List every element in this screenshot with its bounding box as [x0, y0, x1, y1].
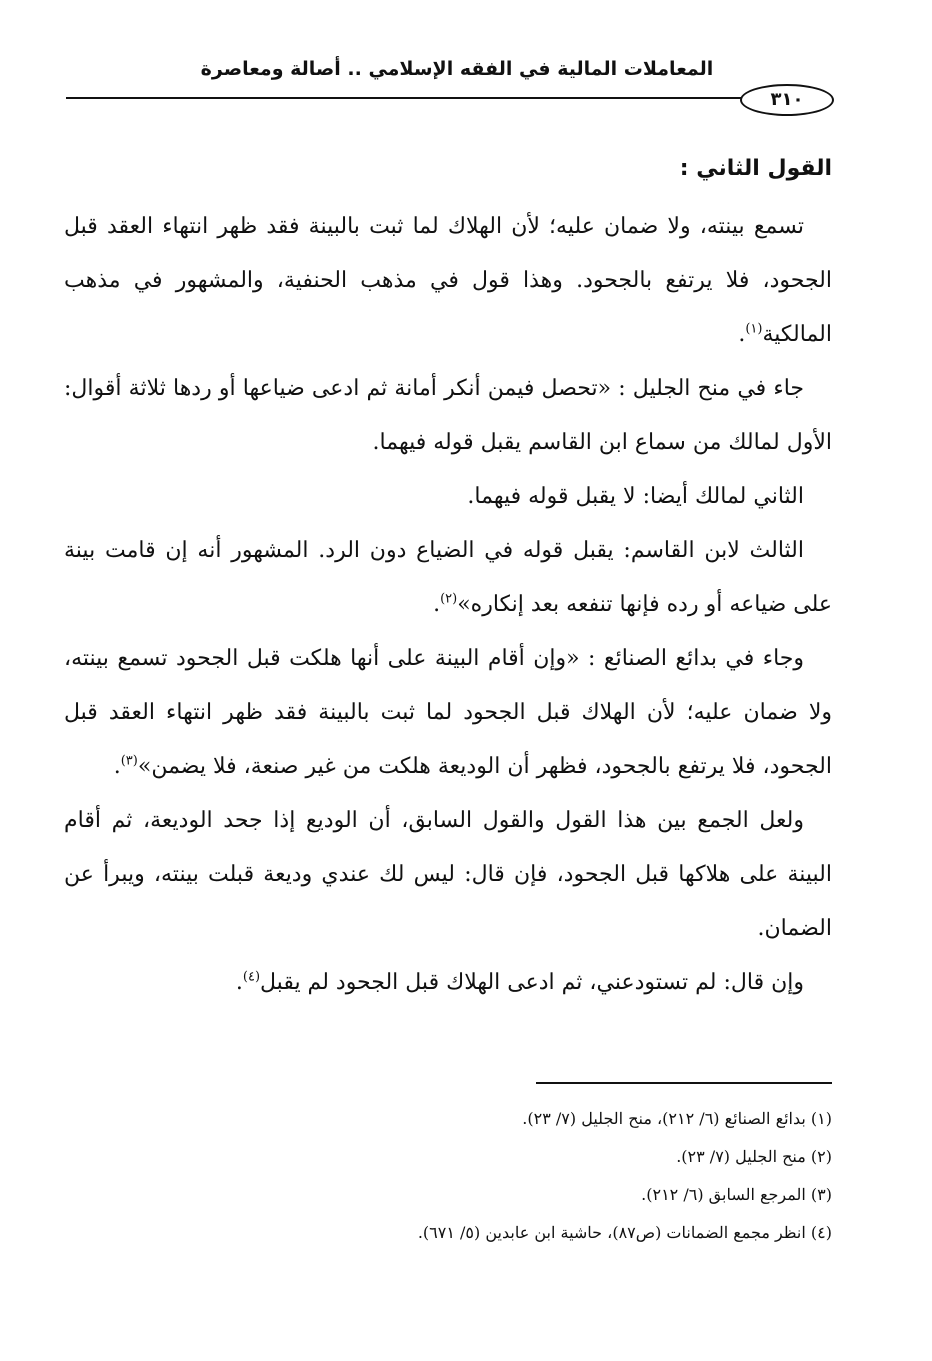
footnote-ref: (٣): [120, 753, 138, 769]
footnote-ref: (٢): [440, 591, 458, 607]
paragraph: [64, 632, 832, 794]
footnote-ref: (١): [745, 321, 763, 337]
paragraph: جاء في منح الجليل : «تحصل فيمن أنكر أمانة ثم ادعى ضياعها أو ردها ثلاثة أقوال: الأول لمالك من سماع ابن القاسم يقبل قوله فيهما.: [64, 376, 832, 455]
paragraph-end: .: [113, 754, 121, 779]
footnotes: [64, 1100, 832, 1252]
paragraph: الثاني لمالك أيضا: لا يقبل قوله فيهما.: [467, 484, 804, 509]
paragraph-text: وجاء في بدائع الصنائع : «وإن أقام البينة على أنها هلكت قبل الجحود تسمع بينته، ولا ضمان عليه؛ لأن الهلاك قبل الجحود لما ثبت بالبينة فقد ظهر انتهاء العقد قبل الجحود، فلا يرتفع بالجحود، فظهر أن الوديعة هلكت من غير صنعة، فلا يضمن»: [64, 646, 832, 779]
paragraph: ولعل الجمع بين هذا القول والقول السابق، أن الوديع إذا جحد الوديعة، ثم أقام البينة على هلاكها قبل الجحود، فإن قال: ليس لك عندي وديعة قبلت بينته، ويبرأ عن الضمان.: [64, 808, 832, 941]
paragraph: [64, 524, 832, 632]
paragraph: [64, 956, 832, 1010]
section-heading: القول الثاني :: [679, 156, 832, 181]
paragraph-end: .: [738, 322, 746, 347]
footnote-separator: [536, 1082, 832, 1084]
footnote: (٤) انظر مجمع الضمانات (ص٨٧)، حاشية ابن عابدين (٥/ ٦٧١).: [417, 1223, 832, 1242]
paragraph: [64, 200, 832, 362]
footnote: (١) بدائع الصنائع (٦/ ٢١٢)، منح الجليل (٧/ ٢٣).: [522, 1109, 832, 1128]
paragraph-end: .: [433, 592, 441, 617]
footnote: (٣) المرجع السابق (٦/ ٢١٢).: [641, 1185, 832, 1204]
page-number-badge: ٣١٠: [740, 84, 834, 116]
footnote-ref: (٤): [242, 969, 261, 985]
paragraph-text: الثالث لابن القاسم: يقبل قوله في الضياع دون الرد. المشهور أنه إن قامت بينة على ضياعه أو رده فإنها تنفعه بعد إنكاره»: [64, 538, 832, 617]
main-text: [64, 142, 832, 1010]
paragraph-text: وإن قال: لم تستودعني، ثم ادعى الهلاك قبل الجحود لم يقبل: [260, 970, 804, 995]
paragraph-end: .: [235, 970, 243, 995]
header-rule: [66, 97, 828, 99]
running-header-title: المعاملات المالية في الفقه الإسلامي .. أصالة ومعاصرة: [200, 58, 714, 80]
paragraph-text: تسمع بينته، ولا ضمان عليه؛ لأن الهلاك لما ثبت بالبينة فقد ظهر انتهاء العقد قبل الجحود، فلا يرتفع بالجحود. وهذا قول في مذهب الحنفية، والمشهور في مذهب المالكية: [64, 214, 832, 347]
footnote: (٢) منح الجليل (٧/ ٢٣).: [676, 1147, 832, 1166]
